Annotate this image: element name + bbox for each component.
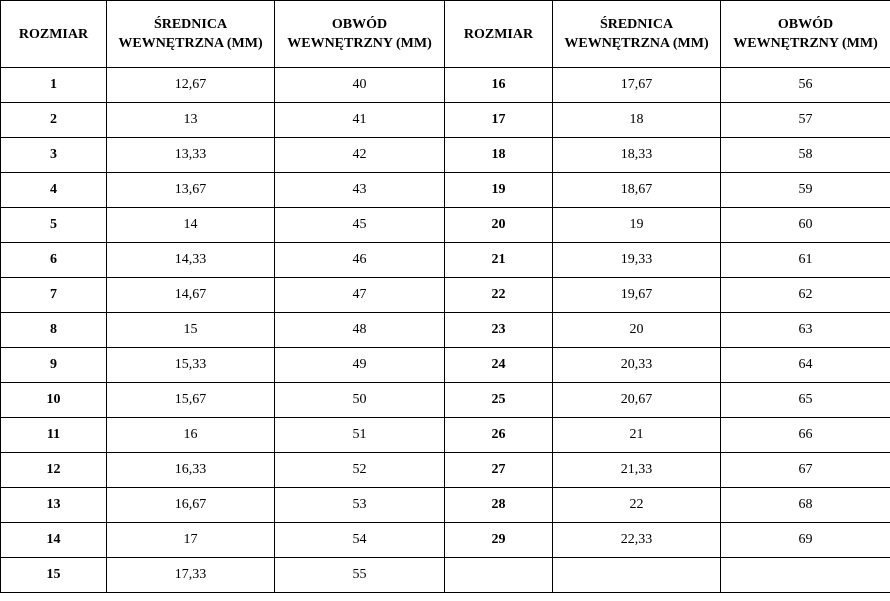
size-cell: 21 — [445, 243, 553, 278]
header-inner-circumference-2: OBWÓD WEWNĘTRZNY (MM) — [721, 1, 890, 68]
table-row — [1, 558, 890, 593]
table-header-row — [1, 1, 890, 68]
size-cell: 11 — [1, 418, 107, 453]
size-cell: 16 — [445, 68, 553, 103]
size-cell: 17 — [445, 103, 553, 138]
size-cell: 8 — [1, 313, 107, 348]
inner-circumference-cell: 56 — [721, 68, 890, 103]
inner-diameter-cell: 16,67 — [107, 488, 275, 523]
inner-diameter-cell: 22 — [553, 488, 721, 523]
header-inner-diameter-2: ŚREDNICA WEWNĘTRZNA (MM) — [553, 1, 721, 68]
size-cell: 7 — [1, 278, 107, 313]
size-cell: 5 — [1, 208, 107, 243]
inner-circumference-cell: 48 — [275, 313, 445, 348]
inner-diameter-cell: 18,33 — [553, 138, 721, 173]
inner-circumference-cell: 46 — [275, 243, 445, 278]
inner-circumference-cell: 64 — [721, 348, 890, 383]
inner-diameter-cell: 15 — [107, 313, 275, 348]
size-cell: 19 — [445, 173, 553, 208]
size-cell: 9 — [1, 348, 107, 383]
inner-diameter-cell: 13,33 — [107, 138, 275, 173]
table-body — [1, 68, 890, 593]
inner-diameter-cell: 19 — [553, 208, 721, 243]
size-cell: 27 — [445, 453, 553, 488]
inner-circumference-cell — [721, 558, 890, 593]
inner-diameter-cell: 13 — [107, 103, 275, 138]
size-cell: 18 — [445, 138, 553, 173]
inner-circumference-cell: 63 — [721, 313, 890, 348]
inner-circumference-cell: 47 — [275, 278, 445, 313]
inner-diameter-cell: 18,67 — [553, 173, 721, 208]
inner-circumference-cell: 68 — [721, 488, 890, 523]
inner-circumference-cell: 65 — [721, 383, 890, 418]
table-row — [1, 348, 890, 383]
size-cell: 22 — [445, 278, 553, 313]
inner-circumference-cell: 61 — [721, 243, 890, 278]
header-inner-diameter-1: ŚREDNICA WEWNĘTRZNA (MM) — [107, 1, 275, 68]
inner-diameter-cell: 20,67 — [553, 383, 721, 418]
inner-diameter-cell: 15,67 — [107, 383, 275, 418]
table-row — [1, 453, 890, 488]
inner-diameter-cell: 14,67 — [107, 278, 275, 313]
size-cell: 24 — [445, 348, 553, 383]
size-cell: 29 — [445, 523, 553, 558]
size-cell: 23 — [445, 313, 553, 348]
inner-diameter-cell — [553, 558, 721, 593]
inner-diameter-cell: 20,33 — [553, 348, 721, 383]
inner-circumference-cell: 49 — [275, 348, 445, 383]
inner-diameter-cell: 19,67 — [553, 278, 721, 313]
table-row — [1, 313, 890, 348]
size-cell: 6 — [1, 243, 107, 278]
size-cell: 28 — [445, 488, 553, 523]
size-cell: 2 — [1, 103, 107, 138]
size-cell: 14 — [1, 523, 107, 558]
size-cell: 10 — [1, 383, 107, 418]
inner-diameter-cell: 19,33 — [553, 243, 721, 278]
inner-circumference-cell: 66 — [721, 418, 890, 453]
inner-diameter-cell: 21 — [553, 418, 721, 453]
header-inner-circumference-1: OBWÓD WEWNĘTRZNY (MM) — [275, 1, 445, 68]
size-cell: 12 — [1, 453, 107, 488]
inner-circumference-cell: 55 — [275, 558, 445, 593]
table-row — [1, 103, 890, 138]
size-cell: 25 — [445, 383, 553, 418]
table-row — [1, 208, 890, 243]
inner-circumference-cell: 57 — [721, 103, 890, 138]
inner-diameter-cell: 14,33 — [107, 243, 275, 278]
inner-circumference-cell: 67 — [721, 453, 890, 488]
inner-diameter-cell: 17,33 — [107, 558, 275, 593]
inner-circumference-cell: 58 — [721, 138, 890, 173]
size-cell — [445, 558, 553, 593]
inner-diameter-cell: 20 — [553, 313, 721, 348]
inner-diameter-cell: 12,67 — [107, 68, 275, 103]
inner-circumference-cell: 41 — [275, 103, 445, 138]
inner-circumference-cell: 60 — [721, 208, 890, 243]
size-cell: 13 — [1, 488, 107, 523]
inner-circumference-cell: 54 — [275, 523, 445, 558]
table-row — [1, 243, 890, 278]
inner-diameter-cell: 15,33 — [107, 348, 275, 383]
inner-circumference-cell: 51 — [275, 418, 445, 453]
table-row — [1, 488, 890, 523]
inner-diameter-cell: 17 — [107, 523, 275, 558]
inner-circumference-cell: 42 — [275, 138, 445, 173]
inner-diameter-cell: 22,33 — [553, 523, 721, 558]
table-row — [1, 278, 890, 313]
inner-circumference-cell: 50 — [275, 383, 445, 418]
table-row — [1, 523, 890, 558]
size-cell: 26 — [445, 418, 553, 453]
table-row — [1, 383, 890, 418]
inner-diameter-cell: 16 — [107, 418, 275, 453]
header-size-1: ROZMIAR — [1, 1, 107, 68]
inner-diameter-cell: 17,67 — [553, 68, 721, 103]
size-cell: 4 — [1, 173, 107, 208]
size-cell: 3 — [1, 138, 107, 173]
size-cell: 20 — [445, 208, 553, 243]
inner-circumference-cell: 59 — [721, 173, 890, 208]
inner-diameter-cell: 16,33 — [107, 453, 275, 488]
inner-diameter-cell: 14 — [107, 208, 275, 243]
size-cell: 1 — [1, 68, 107, 103]
inner-diameter-cell: 13,67 — [107, 173, 275, 208]
size-cell: 15 — [1, 558, 107, 593]
inner-diameter-cell: 18 — [553, 103, 721, 138]
inner-circumference-cell: 69 — [721, 523, 890, 558]
header-size-2: ROZMIAR — [445, 1, 553, 68]
table-row — [1, 418, 890, 453]
inner-circumference-cell: 53 — [275, 488, 445, 523]
inner-circumference-cell: 62 — [721, 278, 890, 313]
table-row — [1, 68, 890, 103]
table-row — [1, 138, 890, 173]
table-row — [1, 173, 890, 208]
inner-circumference-cell: 45 — [275, 208, 445, 243]
inner-diameter-cell: 21,33 — [553, 453, 721, 488]
inner-circumference-cell: 40 — [275, 68, 445, 103]
inner-circumference-cell: 43 — [275, 173, 445, 208]
inner-circumference-cell: 52 — [275, 453, 445, 488]
